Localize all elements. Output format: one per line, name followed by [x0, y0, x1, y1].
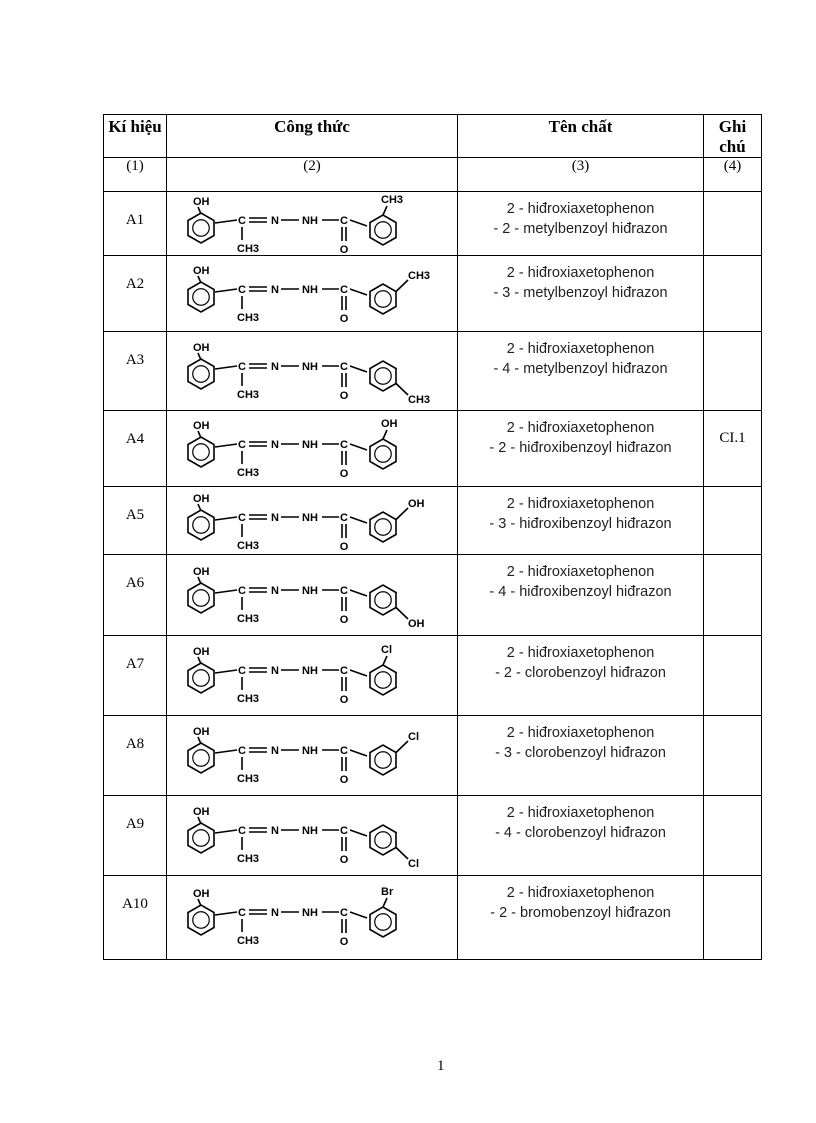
benzoyl-ring	[370, 512, 396, 542]
benzoyl-ring	[370, 439, 396, 469]
carbonyl-oxygen-label: O	[339, 244, 349, 254]
c-ring-bond	[350, 750, 367, 756]
carbonyl-carbon-label: C	[340, 825, 348, 837]
amide-nh-label: NH	[302, 745, 318, 757]
carbonyl-carbon-label: C	[340, 284, 348, 296]
substituent-bond	[396, 280, 408, 292]
amide-nh-label: NH	[302, 439, 318, 451]
benzoyl-ring-aromatic	[375, 752, 392, 769]
c-ring-bond	[350, 830, 367, 836]
substituent-label: Br	[381, 886, 394, 898]
ring-to-c-bond	[215, 366, 237, 369]
formula-drawing	[167, 716, 457, 794]
c-ring-bond	[350, 590, 367, 596]
carbonyl-carbon-label: C	[340, 512, 348, 524]
benzoyl-ring-aromatic	[375, 368, 392, 385]
benzoyl-ring	[370, 745, 396, 775]
structural-formula	[167, 716, 458, 796]
carbonyl-oxygen-label: O	[339, 854, 349, 866]
substituent-bond	[396, 848, 408, 860]
compound-name-line2: - 3 - hiđroxibenzoyl hiđrazon	[489, 516, 672, 532]
benzoyl-ring-aromatic	[375, 519, 392, 536]
imine-nitrogen-label: N	[271, 284, 279, 296]
phenol-ring	[188, 583, 214, 613]
compound-row	[104, 555, 762, 636]
structural-formula	[167, 487, 458, 555]
phenol-ring	[188, 510, 214, 540]
amide-nh-label: NH	[302, 512, 318, 524]
compound-note	[704, 876, 762, 960]
carbonyl-oxygen-label: O	[339, 936, 349, 948]
methyl-label: CH3	[237, 243, 260, 254]
compound-note	[704, 636, 762, 716]
benzoyl-ring	[370, 665, 396, 695]
page-number: 1	[437, 1058, 445, 1074]
phenol-ring-aromatic	[193, 444, 210, 461]
compound-note	[704, 555, 762, 636]
header-name: Tên chất	[458, 115, 704, 158]
imine-carbon-label: C	[238, 439, 246, 451]
benzoyl-ring-aromatic	[375, 222, 392, 239]
compound-code: A2	[104, 256, 167, 332]
ring-to-c-bond	[215, 912, 237, 915]
phenol-oh-label: OH	[193, 265, 210, 277]
carbonyl-oxygen-label: O	[339, 541, 349, 553]
compound-note	[704, 192, 762, 256]
methyl-label: CH3	[237, 467, 260, 479]
compound-code: A8	[104, 716, 167, 796]
compound-row	[104, 256, 762, 332]
compound-row	[104, 876, 762, 960]
compound-name-line2: - 2 - hiđroxibenzoyl hiđrazon	[489, 440, 672, 456]
compound-name	[458, 192, 704, 256]
phenol-ring	[188, 905, 214, 935]
imine-nitrogen-label: N	[271, 745, 279, 757]
ring-to-c-bond	[215, 220, 237, 223]
carbonyl-oxygen-label: O	[339, 774, 349, 786]
amide-nh-label: NH	[302, 361, 318, 373]
numbering-1: (1)	[104, 158, 167, 192]
compound-note	[704, 487, 762, 555]
compound-name-line2: - 2 - clorobenzoyl hiđrazon	[495, 665, 666, 681]
phenol-oh-label: OH	[193, 493, 210, 505]
imine-nitrogen-label: N	[271, 585, 279, 597]
compound-code: A6	[104, 555, 167, 636]
carbonyl-oxygen-label: O	[339, 313, 349, 325]
compound-note	[704, 716, 762, 796]
formula-drawing	[167, 876, 457, 958]
benzoyl-ring-aromatic	[375, 832, 392, 849]
structural-formula	[167, 411, 458, 487]
benzoyl-ring-aromatic	[375, 291, 392, 308]
carbonyl-carbon-label: C	[340, 585, 348, 597]
compound-code: A7	[104, 636, 167, 716]
compound-name-line1: 2 - hiđroxiaxetophenon	[506, 341, 655, 357]
phenol-ring-aromatic	[193, 912, 210, 929]
compound-name-line1: 2 - hiđroxiaxetophenon	[506, 201, 655, 217]
phenol-oh-label: OH	[193, 420, 210, 432]
compound-name-line2: - 4 - hiđroxibenzoyl hiđrazon	[489, 584, 672, 600]
phenol-ring-aromatic	[193, 830, 210, 847]
ring-to-c-bond	[215, 444, 237, 447]
substituent-label: OH	[381, 418, 398, 430]
benzoyl-ring	[370, 361, 396, 391]
compound-name-line2: - 4 - metylbenzoyl hiđrazon	[493, 361, 668, 377]
methyl-label: CH3	[237, 613, 260, 625]
substituent-bond	[383, 430, 387, 439]
formula-drawing	[167, 796, 457, 874]
compound-note	[704, 796, 762, 876]
substituent-bond	[396, 741, 408, 753]
compound-name	[458, 716, 704, 796]
ring-to-c-bond	[215, 289, 237, 292]
phenol-oh-label: OH	[193, 342, 210, 354]
compound-row	[104, 796, 762, 876]
imine-carbon-label: C	[238, 907, 246, 919]
phenol-ring-aromatic	[193, 750, 210, 767]
benzoyl-ring	[370, 215, 396, 245]
imine-carbon-label: C	[238, 665, 246, 677]
structural-formula	[167, 796, 458, 876]
carbonyl-oxygen-label: O	[339, 694, 349, 706]
header-note: Ghi chú	[704, 115, 762, 158]
substituent-label: Cl	[381, 644, 392, 656]
compound-note	[704, 256, 762, 332]
formula-drawing	[167, 192, 457, 254]
compound-name	[458, 487, 704, 555]
compound-name-line1: 2 - hiđroxiaxetophenon	[506, 885, 655, 901]
imine-carbon-label: C	[238, 284, 246, 296]
carbonyl-oxygen-label: O	[339, 614, 349, 626]
compound-code: A9	[104, 796, 167, 876]
c-ring-bond	[350, 670, 367, 676]
imine-nitrogen-label: N	[271, 439, 279, 451]
c-ring-bond	[350, 912, 367, 918]
compound-name-line1: 2 - hiđroxiaxetophenon	[506, 564, 655, 580]
formula-drawing	[167, 411, 457, 485]
imine-carbon-label: C	[238, 512, 246, 524]
compound-code: A5	[104, 487, 167, 555]
substituent-label: CH3	[408, 270, 431, 282]
compound-name	[458, 332, 704, 411]
compound-name	[458, 256, 704, 332]
imine-carbon-label: C	[238, 825, 246, 837]
header-formula: Công thức	[167, 115, 458, 158]
compound-name-line2: - 3 - clorobenzoyl hiđrazon	[495, 745, 666, 761]
ring-to-c-bond	[215, 750, 237, 753]
phenol-oh-label: OH	[193, 566, 210, 578]
compound-code: A1	[104, 192, 167, 256]
compound-name-line2: - 2 - metylbenzoyl hiđrazon	[493, 221, 668, 237]
substituent-label: OH	[408, 498, 425, 510]
phenol-ring-aromatic	[193, 220, 210, 237]
phenol-ring	[188, 213, 214, 243]
imine-nitrogen-label: N	[271, 825, 279, 837]
phenol-ring	[188, 823, 214, 853]
benzoyl-ring-aromatic	[375, 592, 392, 609]
phenol-ring	[188, 743, 214, 773]
compound-code: A4	[104, 411, 167, 487]
methyl-label: CH3	[237, 935, 260, 947]
compound-row	[104, 332, 762, 411]
phenol-oh-label: OH	[193, 196, 210, 208]
structural-formula	[167, 876, 458, 960]
formula-drawing	[167, 487, 457, 553]
compound-code: A10	[104, 876, 167, 960]
compound-name-line2: - 3 - metylbenzoyl hiđrazon	[493, 285, 668, 301]
benzoyl-ring-aromatic	[375, 446, 392, 463]
phenol-ring	[188, 359, 214, 389]
phenol-oh-label: OH	[193, 726, 210, 738]
numbering-row	[104, 158, 762, 192]
compound-row	[104, 636, 762, 716]
methyl-label: CH3	[237, 853, 260, 865]
imine-carbon-label: C	[238, 745, 246, 757]
compound-name	[458, 636, 704, 716]
substituent-label: CH3	[381, 194, 404, 206]
carbonyl-carbon-label: C	[340, 907, 348, 919]
ring-to-c-bond	[215, 830, 237, 833]
numbering-2: (2)	[167, 158, 458, 192]
structural-formula	[167, 636, 458, 716]
carbonyl-carbon-label: C	[340, 361, 348, 373]
compound-name-line1: 2 - hiđroxiaxetophenon	[506, 265, 655, 281]
compound-table	[103, 114, 762, 960]
numbering-3: (3)	[458, 158, 704, 192]
phenol-oh-label: OH	[193, 806, 210, 818]
formula-drawing	[167, 636, 457, 714]
phenol-ring-aromatic	[193, 289, 210, 306]
benzoyl-ring	[370, 585, 396, 615]
methyl-label: CH3	[237, 540, 260, 552]
structural-formula	[167, 555, 458, 636]
compound-name	[458, 411, 704, 487]
phenol-ring-aromatic	[193, 590, 210, 607]
compound-name-line1: 2 - hiđroxiaxetophenon	[506, 496, 655, 512]
carbonyl-carbon-label: C	[340, 745, 348, 757]
imine-nitrogen-label: N	[271, 665, 279, 677]
compound-code: A3	[104, 332, 167, 411]
compound-name	[458, 796, 704, 876]
c-ring-bond	[350, 444, 367, 450]
c-ring-bond	[350, 517, 367, 523]
substituent-label: OH	[408, 618, 425, 630]
compound-row	[104, 192, 762, 256]
carbonyl-carbon-label: C	[340, 215, 348, 227]
formula-drawing	[167, 555, 457, 634]
substituent-label: CH3	[408, 394, 431, 406]
header-code: Kí hiệu	[104, 115, 167, 158]
carbonyl-carbon-label: C	[340, 665, 348, 677]
ring-to-c-bond	[215, 590, 237, 593]
carbonyl-oxygen-label: O	[339, 390, 349, 402]
carbonyl-oxygen-label: O	[339, 468, 349, 480]
compound-note	[704, 332, 762, 411]
amide-nh-label: NH	[302, 215, 318, 227]
formula-drawing	[167, 256, 457, 330]
structural-formula	[167, 256, 458, 332]
substituent-label: Cl	[408, 858, 419, 870]
methyl-label: CH3	[237, 773, 260, 785]
amide-nh-label: NH	[302, 907, 318, 919]
formula-drawing	[167, 332, 457, 409]
c-ring-bond	[350, 220, 367, 226]
numbering-4: (4)	[704, 158, 762, 192]
methyl-label: CH3	[237, 389, 260, 401]
phenol-oh-label: OH	[193, 888, 210, 900]
amide-nh-label: NH	[302, 585, 318, 597]
imine-carbon-label: C	[238, 585, 246, 597]
benzoyl-ring	[370, 825, 396, 855]
compound-name-line1: 2 - hiđroxiaxetophenon	[506, 805, 655, 821]
substituent-bond	[383, 206, 387, 215]
phenol-ring-aromatic	[193, 670, 210, 687]
imine-carbon-label: C	[238, 361, 246, 373]
compound-name-line2: - 4 - clorobenzoyl hiđrazon	[495, 825, 666, 841]
substituent-bond	[396, 384, 408, 396]
phenol-oh-label: OH	[193, 646, 210, 658]
imine-nitrogen-label: N	[271, 907, 279, 919]
compound-row	[104, 487, 762, 555]
substituent-bond	[396, 508, 408, 520]
compound-name-line1: 2 - hiđroxiaxetophenon	[506, 645, 655, 661]
phenol-ring	[188, 663, 214, 693]
phenol-ring	[188, 282, 214, 312]
c-ring-bond	[350, 366, 367, 372]
compound-name-line1: 2 - hiđroxiaxetophenon	[506, 725, 655, 741]
ring-to-c-bond	[215, 670, 237, 673]
compound-row	[104, 716, 762, 796]
c-ring-bond	[350, 289, 367, 295]
phenol-ring-aromatic	[193, 366, 210, 383]
phenol-ring	[188, 437, 214, 467]
phenol-ring-aromatic	[193, 517, 210, 534]
benzoyl-ring-aromatic	[375, 672, 392, 689]
imine-nitrogen-label: N	[271, 215, 279, 227]
structural-formula	[167, 332, 458, 411]
amide-nh-label: NH	[302, 284, 318, 296]
compound-name	[458, 555, 704, 636]
substituent-bond	[383, 898, 387, 907]
imine-nitrogen-label: N	[271, 361, 279, 373]
structural-formula	[167, 192, 458, 256]
imine-carbon-label: C	[238, 215, 246, 227]
compound-name-line2: - 2 - bromobenzoyl hiđrazon	[490, 905, 671, 921]
compound-name-line1: 2 - hiđroxiaxetophenon	[506, 420, 655, 436]
substituent-label: Cl	[408, 731, 419, 743]
compound-row	[104, 411, 762, 487]
methyl-label: CH3	[237, 312, 260, 324]
compound-note: CI.1	[704, 411, 762, 487]
benzoyl-ring-aromatic	[375, 914, 392, 931]
benzoyl-ring	[370, 284, 396, 314]
benzoyl-ring	[370, 907, 396, 937]
methyl-label: CH3	[237, 693, 260, 705]
substituent-bond	[383, 656, 387, 665]
imine-nitrogen-label: N	[271, 512, 279, 524]
substituent-bond	[396, 608, 408, 620]
amide-nh-label: NH	[302, 825, 318, 837]
header-row	[104, 115, 762, 158]
amide-nh-label: NH	[302, 665, 318, 677]
compound-name	[458, 876, 704, 960]
ring-to-c-bond	[215, 517, 237, 520]
carbonyl-carbon-label: C	[340, 439, 348, 451]
